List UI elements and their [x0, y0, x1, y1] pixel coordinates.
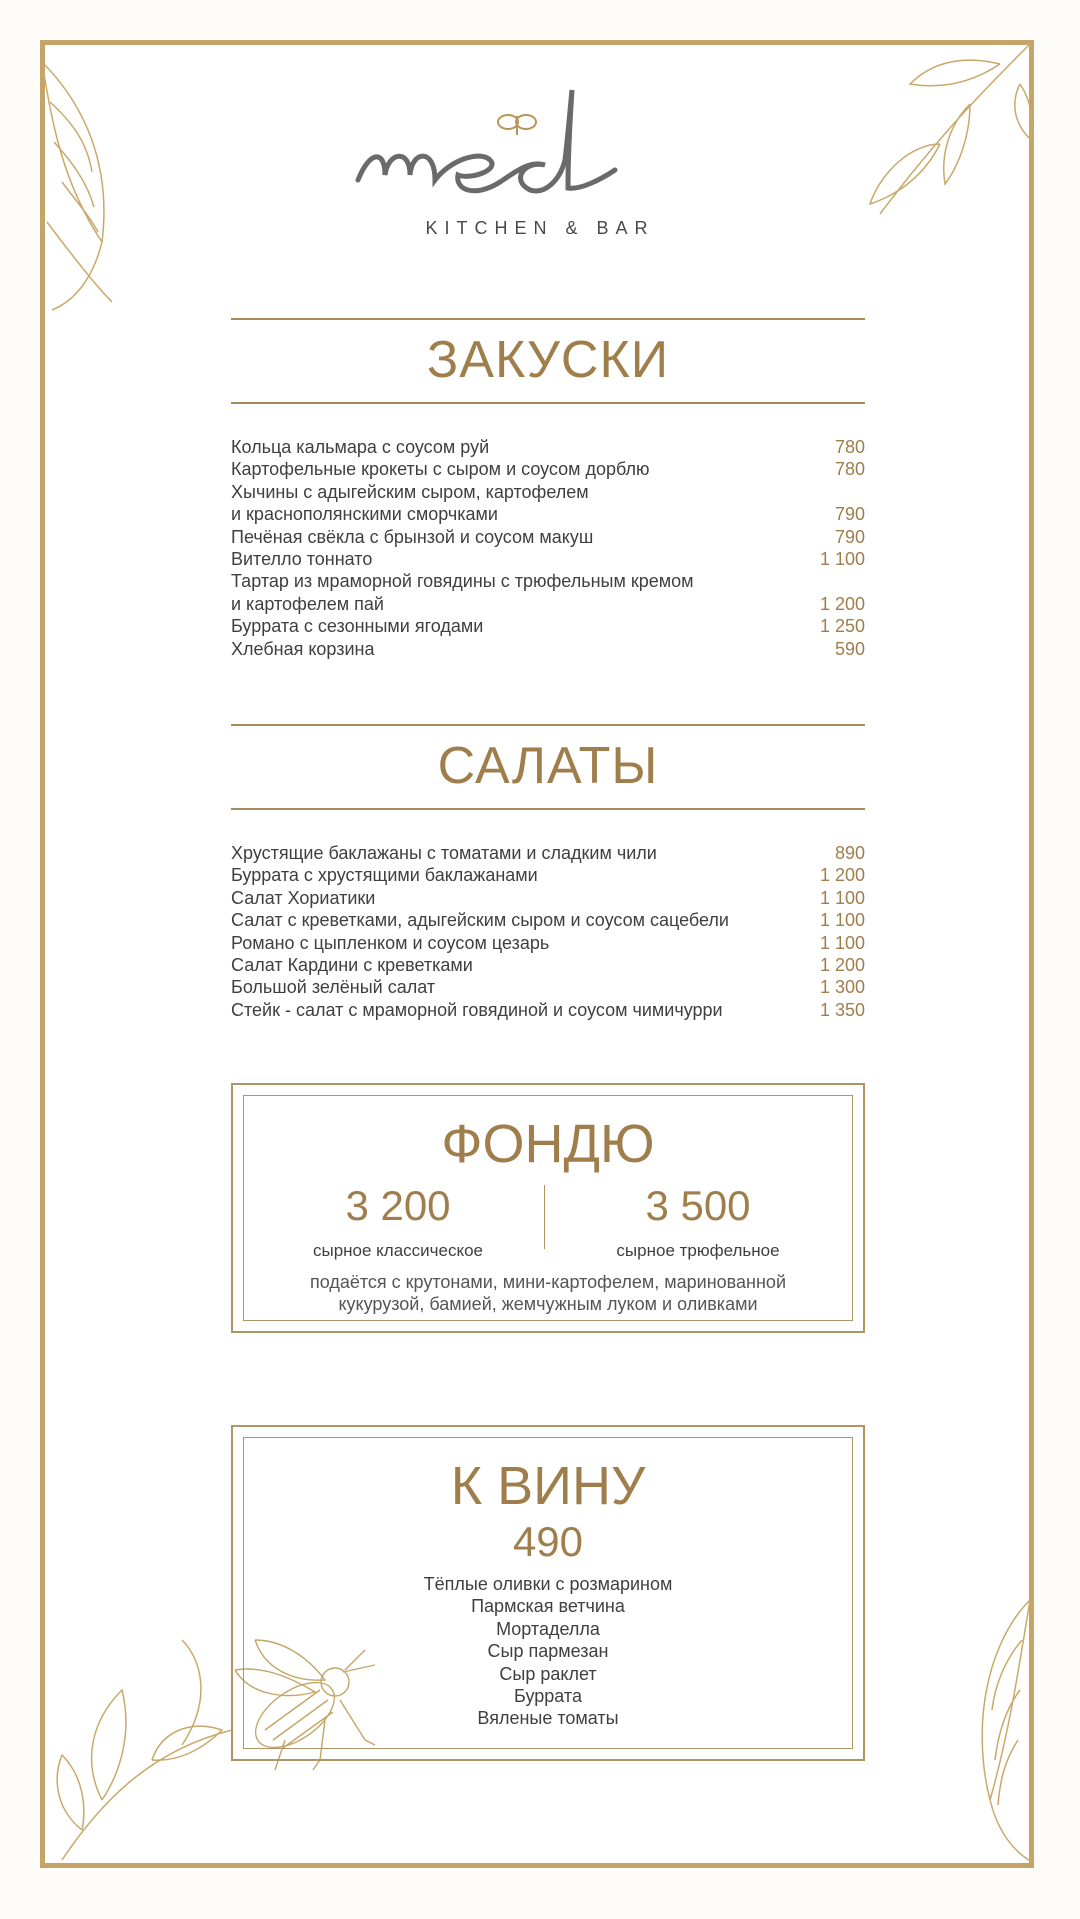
menu-item [231, 976, 865, 998]
menu-item-name: Тартар из мраморной говядины с трюфельным кремом [231, 571, 694, 592]
menu-item [231, 638, 865, 660]
menu-item-price: 1 300 [819, 977, 865, 998]
menu-item-name: и краснополянскими сморчками [231, 504, 498, 525]
fondue-price-classic: 3 200 [345, 1182, 451, 1229]
menu-item-name: Буррата с сезонными ягодами [231, 616, 484, 637]
wine-price: 490 [512, 1518, 584, 1565]
menu-item [231, 842, 865, 864]
menu-item-name: Салат Кардини с креветками [231, 955, 473, 976]
menu-item [231, 615, 865, 637]
menu-item-price: 890 [834, 843, 865, 863]
section-salaty [231, 724, 865, 1021]
menu-item [231, 570, 865, 592]
section-zakuski [231, 318, 865, 660]
leaf-bottom-right-decoration [960, 1600, 1035, 1865]
wine-title: К ВИНУ [450, 1456, 646, 1516]
fondue-box [231, 1083, 865, 1333]
menu-item-name: Большой зелёный салат [231, 977, 436, 998]
menu-item-price: 790 [834, 504, 865, 525]
menu-item-name: Кольца кальмара с соусом руй [231, 437, 490, 457]
wine-box [231, 1425, 865, 1761]
section-rule [231, 808, 865, 810]
menu-item-price: 1 100 [819, 549, 865, 570]
section-rule [231, 318, 865, 320]
section-rule [231, 724, 865, 726]
menu-item [231, 932, 865, 954]
wine-item: Тёплые оливки с розмарином [423, 1574, 673, 1594]
menu-item-price: 1 100 [819, 887, 865, 908]
menu-item-price: 1 200 [819, 955, 865, 976]
menu-item [231, 999, 865, 1021]
menu-item-price: 1 350 [819, 999, 865, 1020]
menu-item-price: 1 200 [819, 593, 865, 614]
menu-item-price: 1 100 [819, 932, 865, 953]
fondue-desc-line-1: подаётся с крутонами, мини-картофелем, маринованной [310, 1272, 786, 1292]
menu-item-name: Хлебная корзина [231, 638, 375, 659]
wine-item-list [233, 1573, 863, 1730]
menu-item-name: Салат Хориатики [231, 887, 376, 908]
menu-item [231, 593, 865, 615]
menu-item-list [231, 842, 865, 1021]
fondue-price-truffle: 3 500 [645, 1182, 751, 1229]
section-rule [231, 402, 865, 404]
fondue-label-classic: сырное классическое [312, 1241, 484, 1260]
menu-item [231, 548, 865, 570]
wine-item: Буррата [514, 1686, 582, 1707]
menu-item-price: 790 [834, 526, 865, 547]
menu-item-name: Буррата с хрустящими баклажанами [231, 865, 538, 886]
wine-item: Мортаделла [496, 1618, 600, 1639]
fondue-label-truffle: сырное трюфельное [616, 1241, 780, 1260]
section-title: САЛАТЫ [437, 737, 659, 795]
wine-item: Пармская ветчина [471, 1596, 625, 1617]
fondue-title: ФОНДЮ [441, 1114, 655, 1174]
section-title: ЗАКУСКИ [426, 331, 670, 389]
menu-item-name: и картофелем пай [231, 593, 384, 614]
menu-item-name: Романо с цыпленком и соусом цезарь [231, 932, 550, 953]
logo-tagline: KITCHEN & BAR [425, 218, 655, 238]
menu-item [231, 458, 865, 480]
menu-item [231, 864, 865, 886]
menu-item [231, 909, 865, 931]
menu-item-name: Стейк - салат с мраморной говядиной и соусом чимичурри [231, 999, 723, 1020]
menu-item [231, 481, 865, 503]
menu-item-price: 780 [834, 437, 865, 457]
leaf-bottom-left-decoration [42, 1580, 242, 1865]
menu-item-price: 780 [834, 459, 865, 480]
menu-item [231, 887, 865, 909]
leaf-top-right-decoration [860, 44, 1040, 224]
menu-item-price: 1 100 [819, 910, 865, 931]
menu-item-name: Хычины с адыгейским сыром, картофелем [231, 481, 589, 502]
menu-item-name: Вителло тоннато [231, 549, 373, 570]
menu-item-list [231, 436, 865, 660]
menu-item-name: Салат с креветками, адыгейским сыром и соусом сацебели [231, 910, 729, 931]
menu-item-price: 590 [834, 638, 865, 659]
menu-item-name: Печёная свёкла с брынзой и соусом макуш [231, 526, 594, 547]
menu-item [231, 503, 865, 525]
menu-item-name: Хрустящие баклажаны с томатами и сладким чили [231, 843, 657, 863]
wine-item: Сыр раклет [499, 1663, 597, 1684]
menu-item [231, 526, 865, 548]
menu-item [231, 436, 865, 458]
leaf-top-left-decoration [42, 42, 122, 312]
fondue-divider [544, 1185, 545, 1249]
menu-item-price: 1 200 [819, 865, 865, 886]
fondue-desc-line-2: кукурузой, бамией, жемчужным луком и оливками [338, 1294, 758, 1314]
menu-item [231, 954, 865, 976]
wine-item: Сыр пармезан [487, 1641, 609, 1662]
menu-item-name: Картофельные крокеты с сыром и соусом дорблю [231, 459, 650, 480]
menu-item-price: 1 250 [819, 616, 865, 637]
wine-item: Вяленые томаты [477, 1708, 619, 1729]
